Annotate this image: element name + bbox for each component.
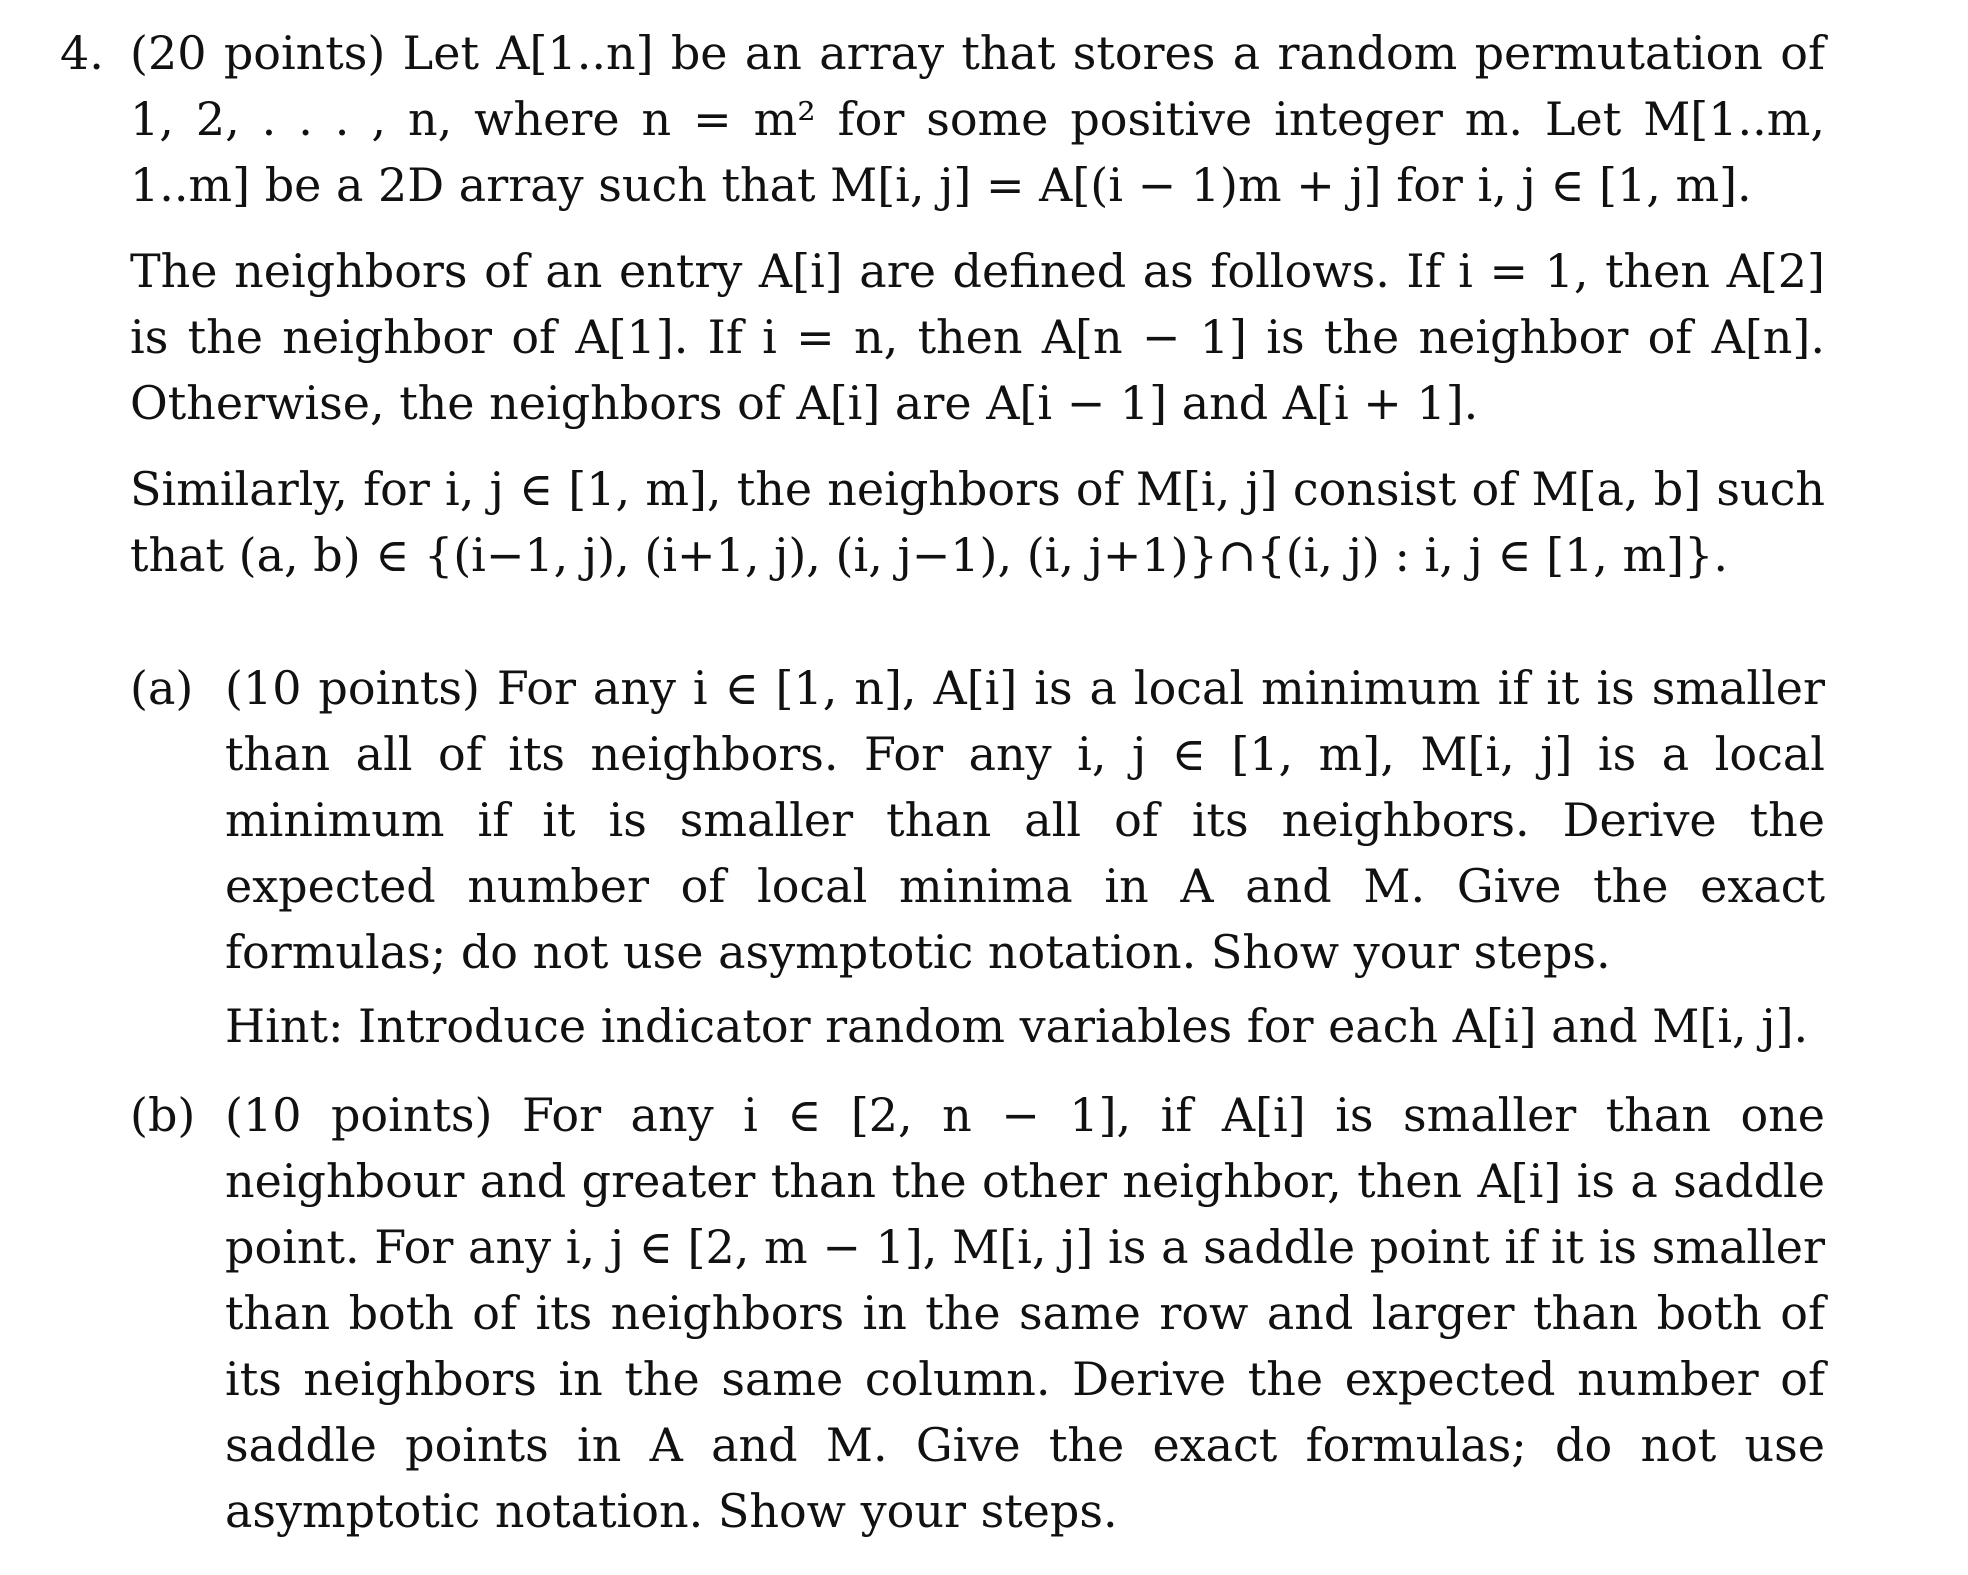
problem-number: 4.	[60, 26, 104, 80]
problem-intro: (20 points) Let A[1..n] be an array that stores a random permutation of 1, 2, . . . , n, where n = m² for some positive integer m. Let M[1..m, 1..m] be a 2D array such that M[i, j] = A[(i − 1)m + j] for i, j ∈ [1, m].	[130, 26, 1825, 212]
part-a-hint: Hint: Introduce indicator random variables for each A[i] and M[i, j].	[225, 999, 1809, 1053]
neighbors-2d-definition: Similarly, for i, j ∈ [1, m], the neighbors of M[i, j] consist of M[a, b] such that (a, b) ∈ {(i−1, j), (i+1, j), (i, j−1), (i, j+1)}∩{(i, j) : i, j ∈ [1, m]}.	[130, 462, 1825, 582]
part-a-label: (a)	[130, 661, 194, 715]
neighbors-1d-definition: The neighbors of an entry A[i] are defined as follows. If i = 1, then A[2] is the neighbor of A[1]. If i = n, then A[n − 1] is the neighbor of A[n]. Otherwise, the neighbors of A[i] are A[i − 1] and A[i + 1].	[130, 244, 1825, 430]
part-a-text: (10 points) For any i ∈ [1, n], A[i] is a local minimum if it is smaller than all of its neighbors. For any i, j ∈ [1, m], M[i, j] is a local minimum if it is smaller than all of its neighbors. Derive the expected number of local minima in A and M. Give the exact formulas; do not use asymptotic notation. Show your steps.	[225, 661, 1825, 979]
part-b-label: (b)	[130, 1088, 196, 1142]
part-b-text: (10 points) For any i ∈ [2, n − 1], if A[i] is smaller than one neighbour and greater than the other neighbor, then A[i] is a saddle point. For any i, j ∈ [2, m − 1], M[i, j] is a saddle point if it is smaller than both of its neighbors in the same row and larger than both of its neighbors in the same column. Derive the expected number of saddle points in A and M. Give the exact formulas; do not use asymptotic notation. Show your steps.	[225, 1088, 1825, 1538]
